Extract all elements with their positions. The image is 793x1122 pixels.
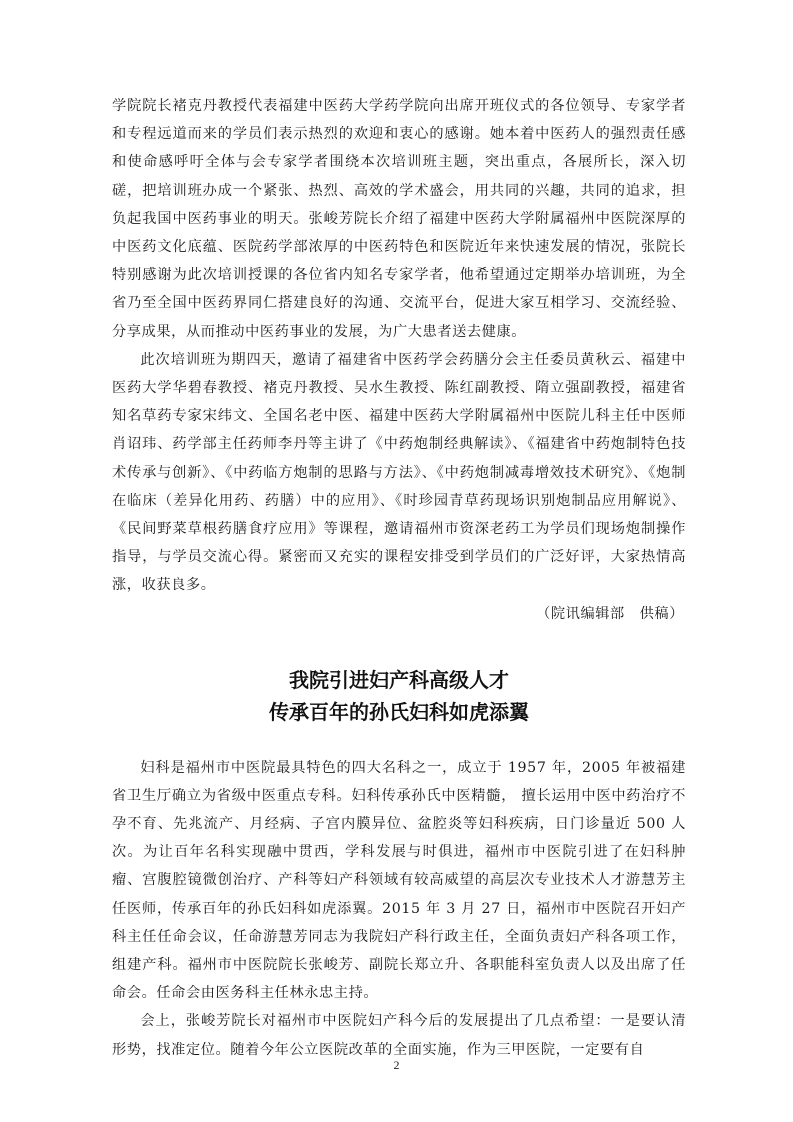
page-number: 2 bbox=[393, 1058, 400, 1072]
document-page bbox=[112, 92, 686, 1064]
article2-headline-line-2: 传承百年的孙氏妇科如虎添翼 bbox=[269, 699, 529, 724]
article2-headline-line-1: 我院引进妇产科高级人才 bbox=[289, 667, 509, 692]
article1-signature: （院讯编辑部 供稿） bbox=[536, 605, 684, 622]
article2-paragraph-2: 会上，张峻芳院长对福州市中医院妇产科今后的发展提出了几点希望：一是要认清形势，找准定位。随着今年公立医院改革的全面实施，作为三甲医院，一定要有自 bbox=[112, 1013, 686, 1058]
article2-headline bbox=[112, 664, 686, 728]
article1-paragraph-2: 此次培训班为期四天，邀请了福建省中医药学会药膳分会主任委员黄秋云、福建中医药大学华碧春教授、褚克丹教授、吴水生教授、陈红副教授、隋立强副教授，福建省知名草药专家宋纬文、全国名老中医、福建中医药大学附属福州中医院儿科主任中医师肖诏玮、药学部主任药师李丹等主讲了《中药炮制经典解读》、《福建省中药炮制特色技术传承与创新》、《中药临方炮制的思路与方法》、《中药炮制减毒增效技术研究》、《炮制在临床（差异化用药、药膳）中的应用》、《时珍园青草药现场识别炮制品应用解说》、《民间野菜草根药膳食疗应用》等课程，邀请福州市资深老药工为学员们现场炮制操作指导，与学员交流心得。紧密而又充实的课程安排受到学员们的广泛好评，大家热情高涨，收获良多。 bbox=[112, 351, 686, 594]
article1-paragraph-1: 学院院长褚克丹教授代表福建中医药大学药学院向出席开班仪式的各位领导、专家学者和专程远道而来的学员们表示热烈的欢迎和衷心的感谢。她本着中医药人的强烈责任感和使命感呼吁全体与会专家学者围绕本次培训班主题，突出重点，各展所长，深入切磋，把培训班办成一个紧张、热烈、高效的学术盛会，用共同的兴趣，共同的追求，担负起我国中医药事业的明天。张峻芳院长介绍了福建中医药大学附属福州中医院深厚的中医药文化底蕴、医院药学部浓厚的中医药特色和医院近年来快速发展的情况，张院长特别感谢为此次培训授课的各位省内知名专家学者，他希望通过定期举办培训班，为全省乃至全国中医药界同仁搭建良好的沟通、交流平台，促进大家互相学习、交流经验、分享成果，从而推动中医药事业的发展，为广大患者送去健康。 bbox=[112, 98, 686, 340]
article2-paragraph-1: 妇科是福州市中医院最具特色的四大名科之一，成立于 1957 年，2005 年被福建省卫生厅确立为省级中医重点专科。妇科传承孙氏中医精髓， 擅长运用中医中药治疗不孕不育、先兆流产、月经病、子宫内膜异位、盆腔炎等妇科疾病，日门诊量近 500 人次。为让百年名科实现融中贯西，学科发展与时俱进，福州市中医院引进了在妇科肿瘤、宫腹腔镜微创治疗、产科等妇产科领域有较高威望的高层次专业技术人才游慧芳主任医师，传承百年的孙氏妇科如虎添翼。2015 年 3 月 27 日，福州市中医院召开妇产科主任任命会议，任命游慧芳同志为我院妇产科行政主任，全面负责妇产科各项工作，组建产科。福州市中医院院长张峻芳、副院长郑立升、各职能科室负责人以及出席了任命会。任命会由医务科主任林永忠主持。 bbox=[112, 759, 686, 1002]
